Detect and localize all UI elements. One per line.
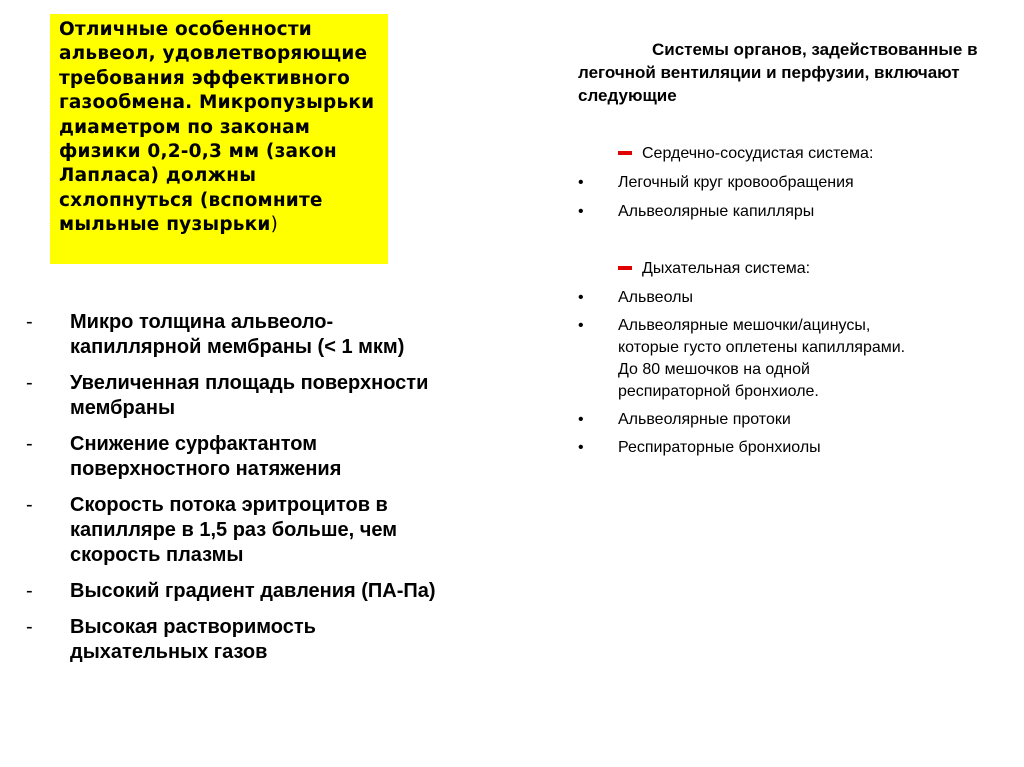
systems-title [578, 38, 1018, 107]
list-item [578, 201, 978, 223]
list-item [578, 437, 908, 459]
list-item-text: Альвеолярные протоки [618, 411, 791, 428]
bullet-icon: • [578, 174, 584, 191]
highlight-text-bold: Отличные особенности альвеол, удовлетворяющие требования эффективного газообмена. Микропузырьки диаметром по законам физики 0,2-0,3 мм (закон Лапласа) должны схлопнуться (вспомните мыльные пузырьки [59, 19, 375, 236]
list-item-text: Альвеолярные капилляры [618, 203, 815, 220]
highlight-text [59, 18, 389, 238]
list-item [578, 287, 908, 309]
red-dash-icon [618, 266, 632, 270]
list-item [26, 493, 456, 568]
bullet-icon: • [578, 411, 584, 428]
dash-marker: - [26, 616, 33, 638]
list-item-text: Увеличенная площадь поверхности мембраны [70, 372, 429, 419]
dash-marker: - [26, 580, 33, 602]
respiratory-heading [618, 259, 810, 279]
list-item-text: Высокая растворимость дыхательных газов [70, 616, 316, 663]
list-item [26, 310, 456, 360]
list-item-text: Респираторные бронхиолы [618, 439, 821, 456]
list-item [578, 409, 908, 431]
respiratory-heading-text: Дыхательная система: [642, 260, 811, 277]
highlight-text-tail: ) [270, 214, 278, 236]
cardio-heading-text: Сердечно-сосудистая система: [642, 145, 874, 162]
dash-marker: - [26, 311, 33, 333]
cardio-heading [618, 144, 873, 164]
list-item-text: Снижение сурфактантом поверхностного натяжения [70, 433, 342, 480]
list-item [26, 615, 456, 665]
list-item [26, 579, 456, 604]
list-item-text: Альвеолярные мешочки/ацинусы, которые густо оплетены капиллярами. До 80 мешочков на одной респираторной бронхиоле. [618, 317, 906, 400]
list-item-text: Легочный круг кровообращения [618, 174, 854, 191]
alveoli-features-list [26, 310, 456, 676]
dash-marker: - [26, 372, 33, 394]
bullet-icon: • [578, 203, 584, 220]
dash-marker: - [26, 494, 33, 516]
list-item [578, 315, 908, 403]
list-item [578, 172, 978, 194]
list-item-text: Микро толщина альвеоло-капиллярной мембраны (< 1 мкм) [70, 311, 405, 358]
respiratory-list [578, 287, 908, 465]
list-item-text: Скорость потока эритроцитов в капилляре в 1,5 раз больше, чем скорость плазмы [70, 494, 398, 566]
red-dash-icon [618, 151, 632, 155]
bullet-icon: • [578, 289, 584, 306]
bullet-icon: • [578, 439, 584, 456]
cardio-list [578, 172, 978, 230]
list-item [26, 432, 456, 482]
list-item-text: Высокий градиент давления (ПА-Па) [70, 580, 436, 602]
list-item-text: Альвеолы [618, 289, 693, 306]
systems-title-text: Системы органов, задействованные в легочной вентиляции и перфузии, включают следующие [578, 40, 978, 105]
list-item [26, 371, 456, 421]
dash-marker: - [26, 433, 33, 455]
bullet-icon: • [578, 317, 584, 334]
